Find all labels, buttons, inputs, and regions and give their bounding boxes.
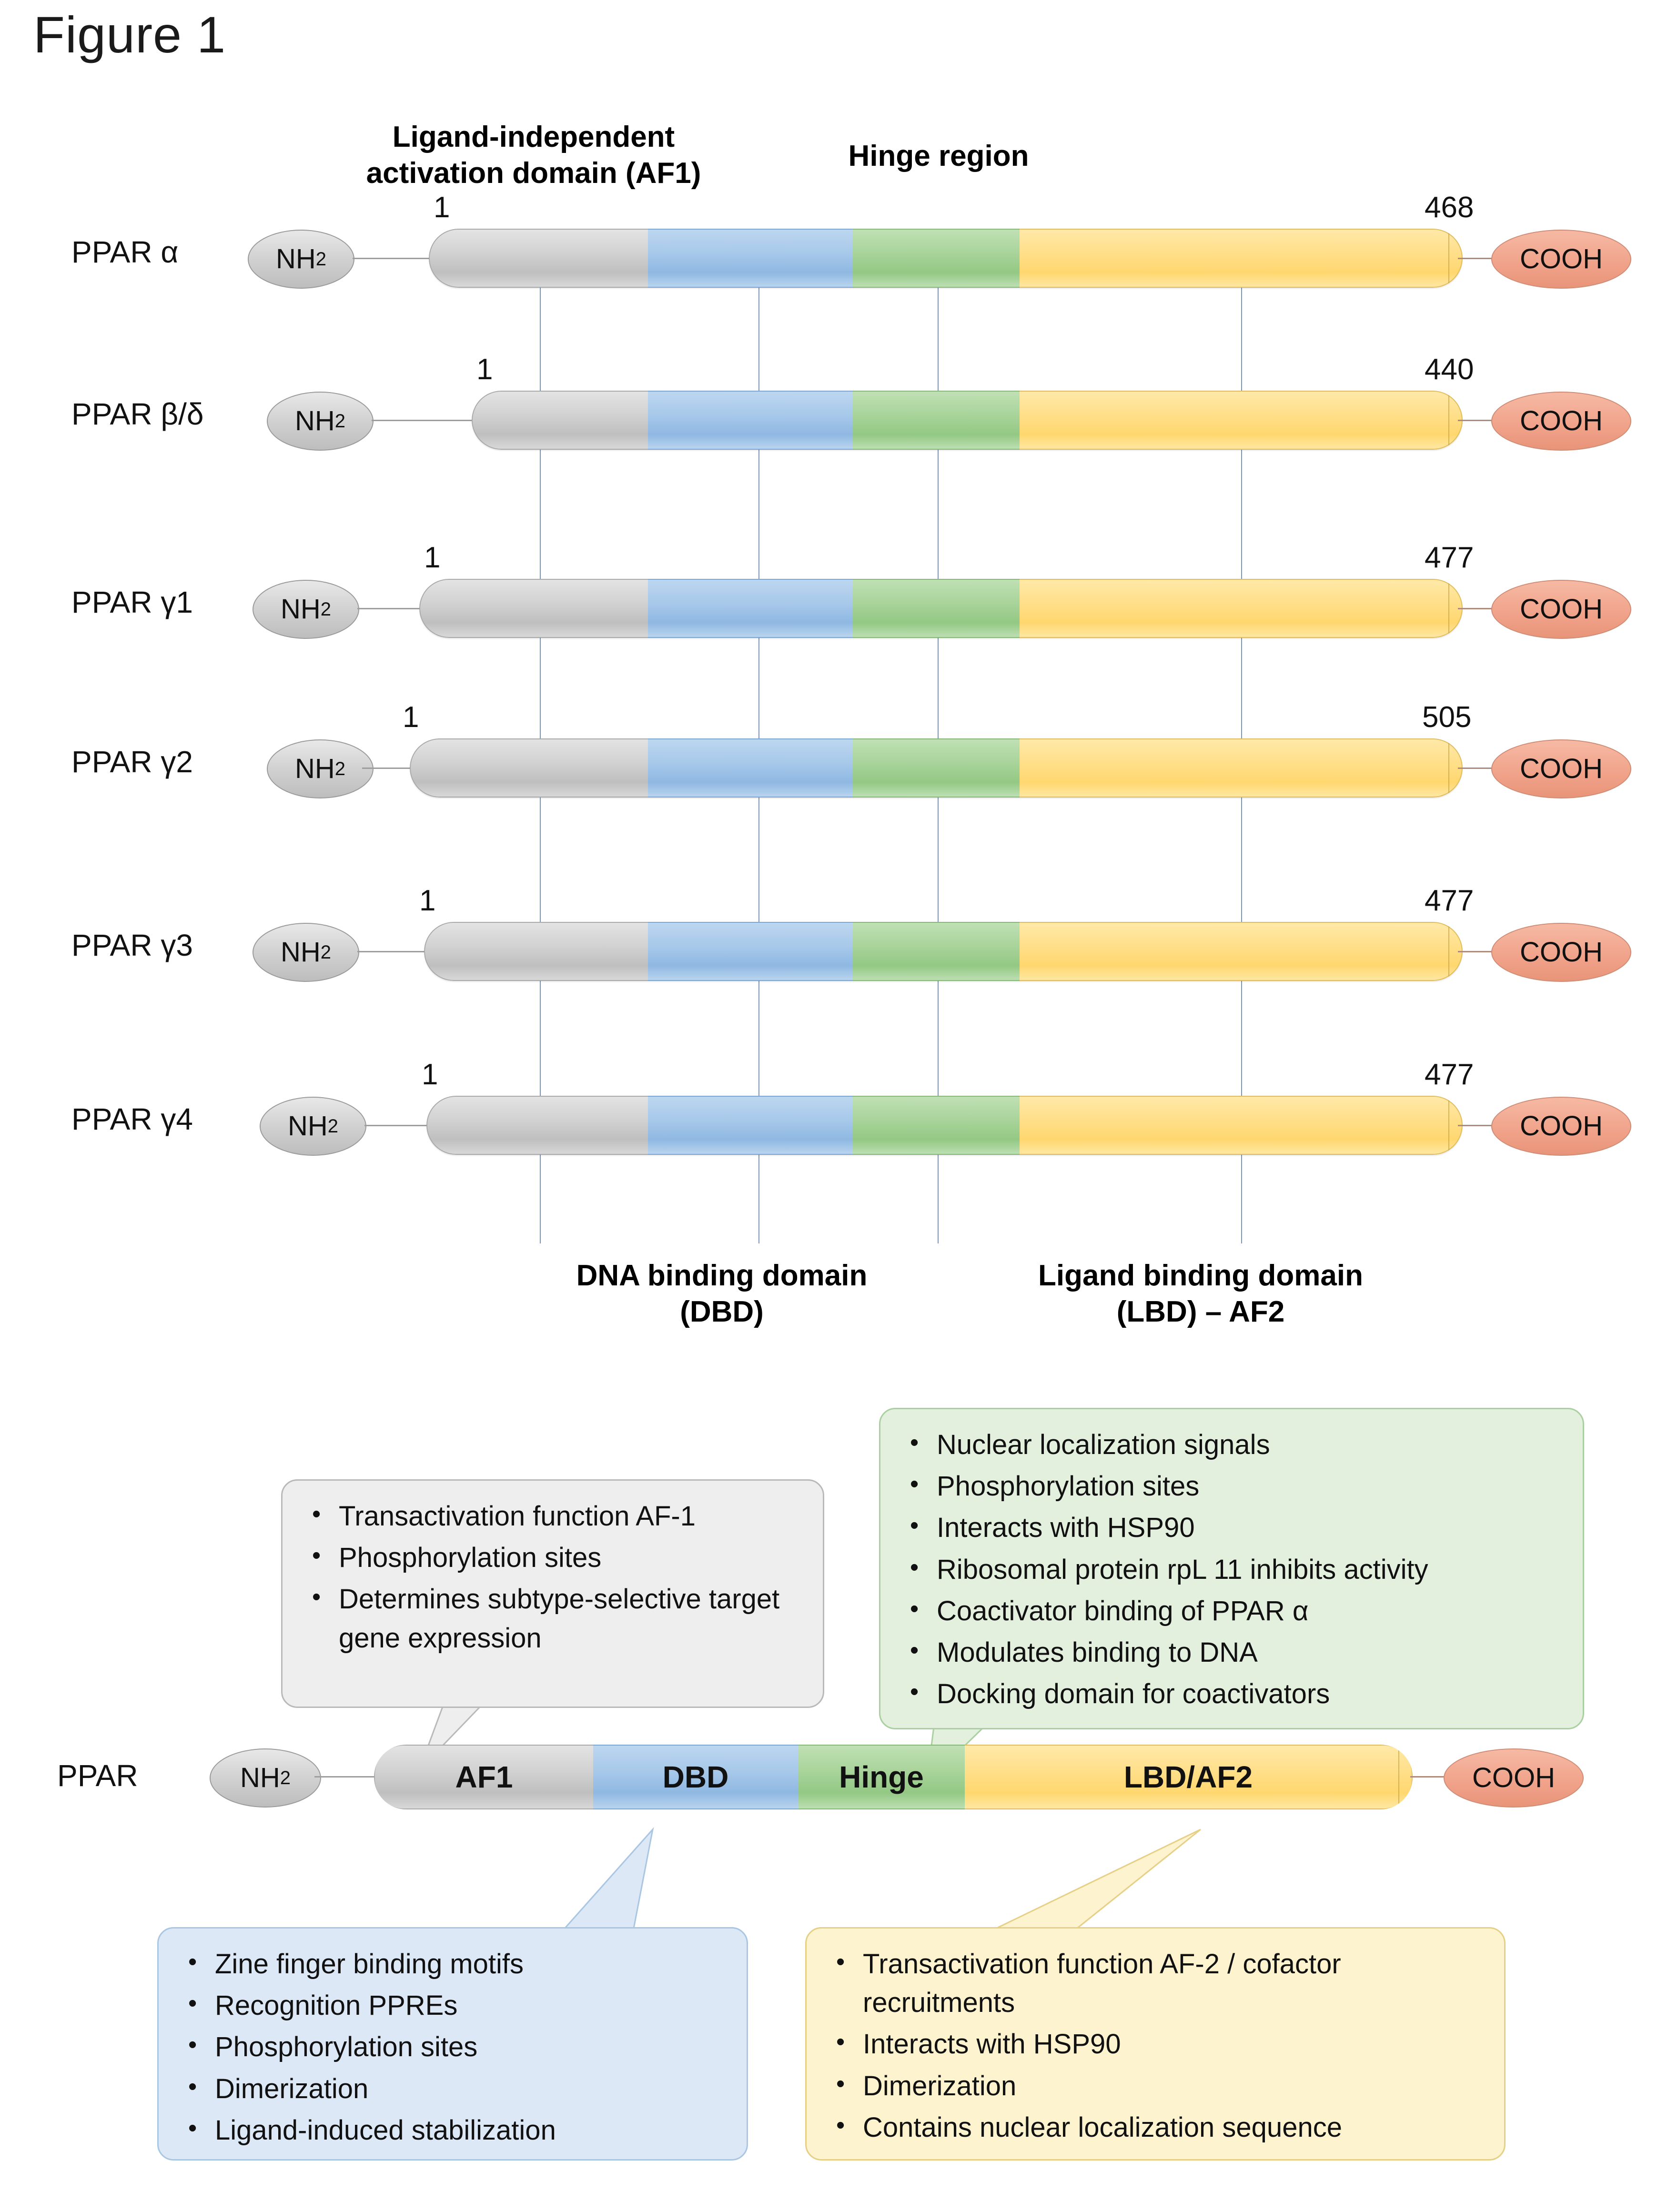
list-item: • Docking domain for coactivators (901, 1675, 1562, 1713)
n-terminus-connector (353, 258, 434, 259)
residue-start-number: 1 (434, 191, 450, 224)
af1-header-label (295, 119, 772, 191)
segment-dbd (648, 1096, 853, 1155)
n-terminus-badge: NH 2 (248, 230, 354, 289)
segment-lbd (1020, 922, 1463, 981)
list-item: • Recognition PPREs (180, 1986, 726, 2025)
n-terminus-connector (372, 420, 472, 421)
callout-af1-list (303, 1497, 802, 1657)
segment-dbd (648, 391, 853, 450)
residue-start-number: 1 (422, 1058, 438, 1091)
af1-header-line2: activation domain (AF1) (366, 156, 701, 190)
segment-dbd-label: DBD (662, 1760, 729, 1794)
segment-af1 (472, 391, 648, 450)
n-terminus-badge: NH 2 (260, 1097, 366, 1156)
callout-lbd-list (828, 1945, 1483, 2147)
list-item: • Phosphorylation sites (180, 2028, 726, 2066)
list-item: • Ribosomal protein rpL 11 inhibits activity (901, 1550, 1562, 1589)
isoform-row-ppar-gamma2 (0, 700, 1678, 843)
segment-hinge (798, 1745, 965, 1809)
segment-af1 (419, 579, 648, 638)
segment-af1 (429, 229, 648, 288)
list-item: • Phosphorylation sites (901, 1467, 1562, 1505)
dbd-footer-line2: (DBD) (680, 1295, 764, 1328)
residue-end-number: 477 (1425, 541, 1474, 574)
segment-lbd (1020, 579, 1463, 638)
callout-dbd (157, 1927, 748, 2161)
bar-cap-line (1448, 741, 1449, 795)
isoform-name: PPAR α (71, 235, 179, 269)
segment-dbd (648, 922, 853, 981)
segment-dbd (648, 738, 853, 798)
isoform-name: PPAR γ1 (71, 585, 193, 619)
segment-hinge (853, 922, 1020, 981)
residue-start-number: 1 (403, 701, 419, 734)
c-terminus-badge: COOH (1444, 1748, 1584, 1808)
isoform-row-ppar-gamma4 (0, 1058, 1678, 1201)
segment-hinge (853, 229, 1020, 288)
c-terminus-badge: COOH (1491, 230, 1631, 289)
list-item: • Zine finger binding motifs (180, 1945, 726, 1983)
c-terminus-badge: COOH (1491, 1097, 1631, 1156)
segment-hinge-label: Hinge (839, 1760, 924, 1794)
segment-lbd (1020, 391, 1463, 450)
af1-header-line1: Ligand-independent (392, 121, 675, 153)
list-item: • Phosphorylation sites (303, 1538, 802, 1577)
domain-bar (472, 391, 1463, 450)
segment-lbd (1020, 738, 1463, 798)
residue-start-number: 1 (476, 353, 493, 386)
n-terminus-badge: NH 2 (253, 923, 359, 982)
segment-af1 (374, 1745, 593, 1809)
c-terminus-connector (1458, 1125, 1496, 1126)
isoform-name: PPAR β/δ (71, 397, 204, 431)
list-item: • Contains nuclear localization sequence (828, 2108, 1483, 2147)
residue-start-number: 1 (424, 541, 441, 574)
list-item: • Dimerization (180, 2070, 726, 2108)
callout-hinge (879, 1408, 1584, 1729)
ppar-domain-bar (374, 1745, 1413, 1809)
callout-hinge-list (901, 1425, 1562, 1713)
list-item: • Transactivation function AF-2 / cofactor recruitments (828, 1945, 1483, 2022)
segment-dbd (593, 1745, 798, 1809)
ppar-isoform-diagram (0, 95, 1678, 1382)
segment-hinge (853, 391, 1020, 450)
c-terminus-connector (1458, 258, 1496, 259)
residue-end-number: 505 (1422, 701, 1472, 734)
lbd-footer-line1: Ligand binding domain (1038, 1259, 1363, 1292)
n-terminus-badge: NH 2 (210, 1748, 321, 1808)
residue-end-number: 477 (1425, 884, 1474, 917)
n-terminus-connector (314, 1776, 376, 1778)
bar-cap-line (1398, 1747, 1399, 1807)
segment-lbd (1020, 229, 1463, 288)
list-item: • Interacts with HSP90 (828, 2025, 1483, 2063)
domain-bar (429, 229, 1463, 288)
domain-bar (410, 738, 1463, 798)
list-item: • Dimerization (828, 2067, 1483, 2105)
list-item: • Determines subtype-selective target gene expression (303, 1580, 802, 1657)
figure-title: Figure 1 (33, 6, 226, 63)
c-terminus-connector (1458, 420, 1496, 421)
isoform-row-ppar-beta-delta (0, 353, 1678, 495)
segment-hinge (853, 579, 1020, 638)
segment-hinge (853, 1096, 1020, 1155)
segment-af1 (426, 1096, 648, 1155)
segment-af1-label: AF1 (455, 1760, 513, 1794)
bar-cap-line (1448, 394, 1449, 447)
isoform-row-ppar-gamma3 (0, 884, 1678, 1027)
c-terminus-connector (1458, 768, 1496, 769)
n-terminus-connector (364, 1125, 429, 1126)
segment-lbd (965, 1745, 1413, 1809)
isoform-name: PPAR γ3 (71, 928, 193, 962)
lbd-footer-label (972, 1258, 1429, 1330)
c-terminus-connector (1458, 951, 1496, 952)
residue-end-number: 440 (1425, 353, 1474, 386)
segment-lbd (1020, 1096, 1463, 1155)
bar-cap-line (1448, 582, 1449, 635)
segment-dbd (648, 579, 853, 638)
c-terminus-badge: COOH (1491, 580, 1631, 639)
c-terminus-connector (1458, 608, 1496, 609)
bar-cap-line (1448, 925, 1449, 978)
isoform-name: PPAR γ2 (71, 745, 193, 779)
list-item: • Transactivation function AF-1 (303, 1497, 802, 1535)
c-terminus-badge: COOH (1491, 923, 1631, 982)
residue-start-number: 1 (419, 884, 436, 917)
residue-end-number: 477 (1425, 1058, 1474, 1091)
c-terminus-connector (1410, 1776, 1448, 1778)
list-item: • Ligand-induced stabilization (180, 2111, 726, 2150)
list-item: • Modulates binding to DNA (901, 1633, 1562, 1672)
callout-af1 (281, 1479, 824, 1708)
n-terminus-badge: NH 2 (267, 392, 374, 451)
segment-dbd (648, 229, 853, 288)
segment-lbd-label: LBD/AF2 (1123, 1760, 1253, 1794)
n-terminus-connector (357, 608, 422, 609)
n-terminus-badge: NH 2 (267, 739, 374, 798)
residue-end-number: 468 (1425, 191, 1474, 224)
segment-af1 (424, 922, 648, 981)
bar-cap-line (1448, 232, 1449, 285)
isoform-name: PPAR γ4 (71, 1102, 193, 1136)
lbd-footer-line2: (LBD) – AF2 (1116, 1295, 1285, 1328)
c-terminus-badge: COOH (1491, 392, 1631, 451)
n-terminus-connector (357, 951, 426, 952)
c-terminus-badge: COOH (1491, 739, 1631, 798)
isoform-row-ppar-gamma1 (0, 541, 1678, 684)
list-item: • Nuclear localization signals (901, 1425, 1562, 1464)
ppar-label: PPAR (57, 1758, 138, 1793)
bar-cap-line (1448, 1099, 1449, 1152)
list-item: • Interacts with HSP90 (901, 1508, 1562, 1547)
segment-hinge (853, 738, 1020, 798)
callout-lbd (805, 1927, 1506, 2161)
dbd-footer-line1: DNA binding domain (576, 1259, 868, 1292)
domain-bar (419, 579, 1463, 638)
callout-dbd-list (180, 1945, 726, 2150)
isoform-row-ppar-alpha (0, 191, 1678, 333)
ppar-domain-function-diagram (0, 1372, 1678, 2212)
dbd-footer-label (512, 1258, 931, 1330)
list-item: • Coactivator binding of PPAR α (901, 1592, 1562, 1630)
hinge-header-label: Hinge region (848, 140, 1029, 172)
domain-bar (426, 1096, 1463, 1155)
n-terminus-badge: NH 2 (253, 580, 359, 639)
segment-af1 (410, 738, 648, 798)
domain-bar (424, 922, 1463, 981)
